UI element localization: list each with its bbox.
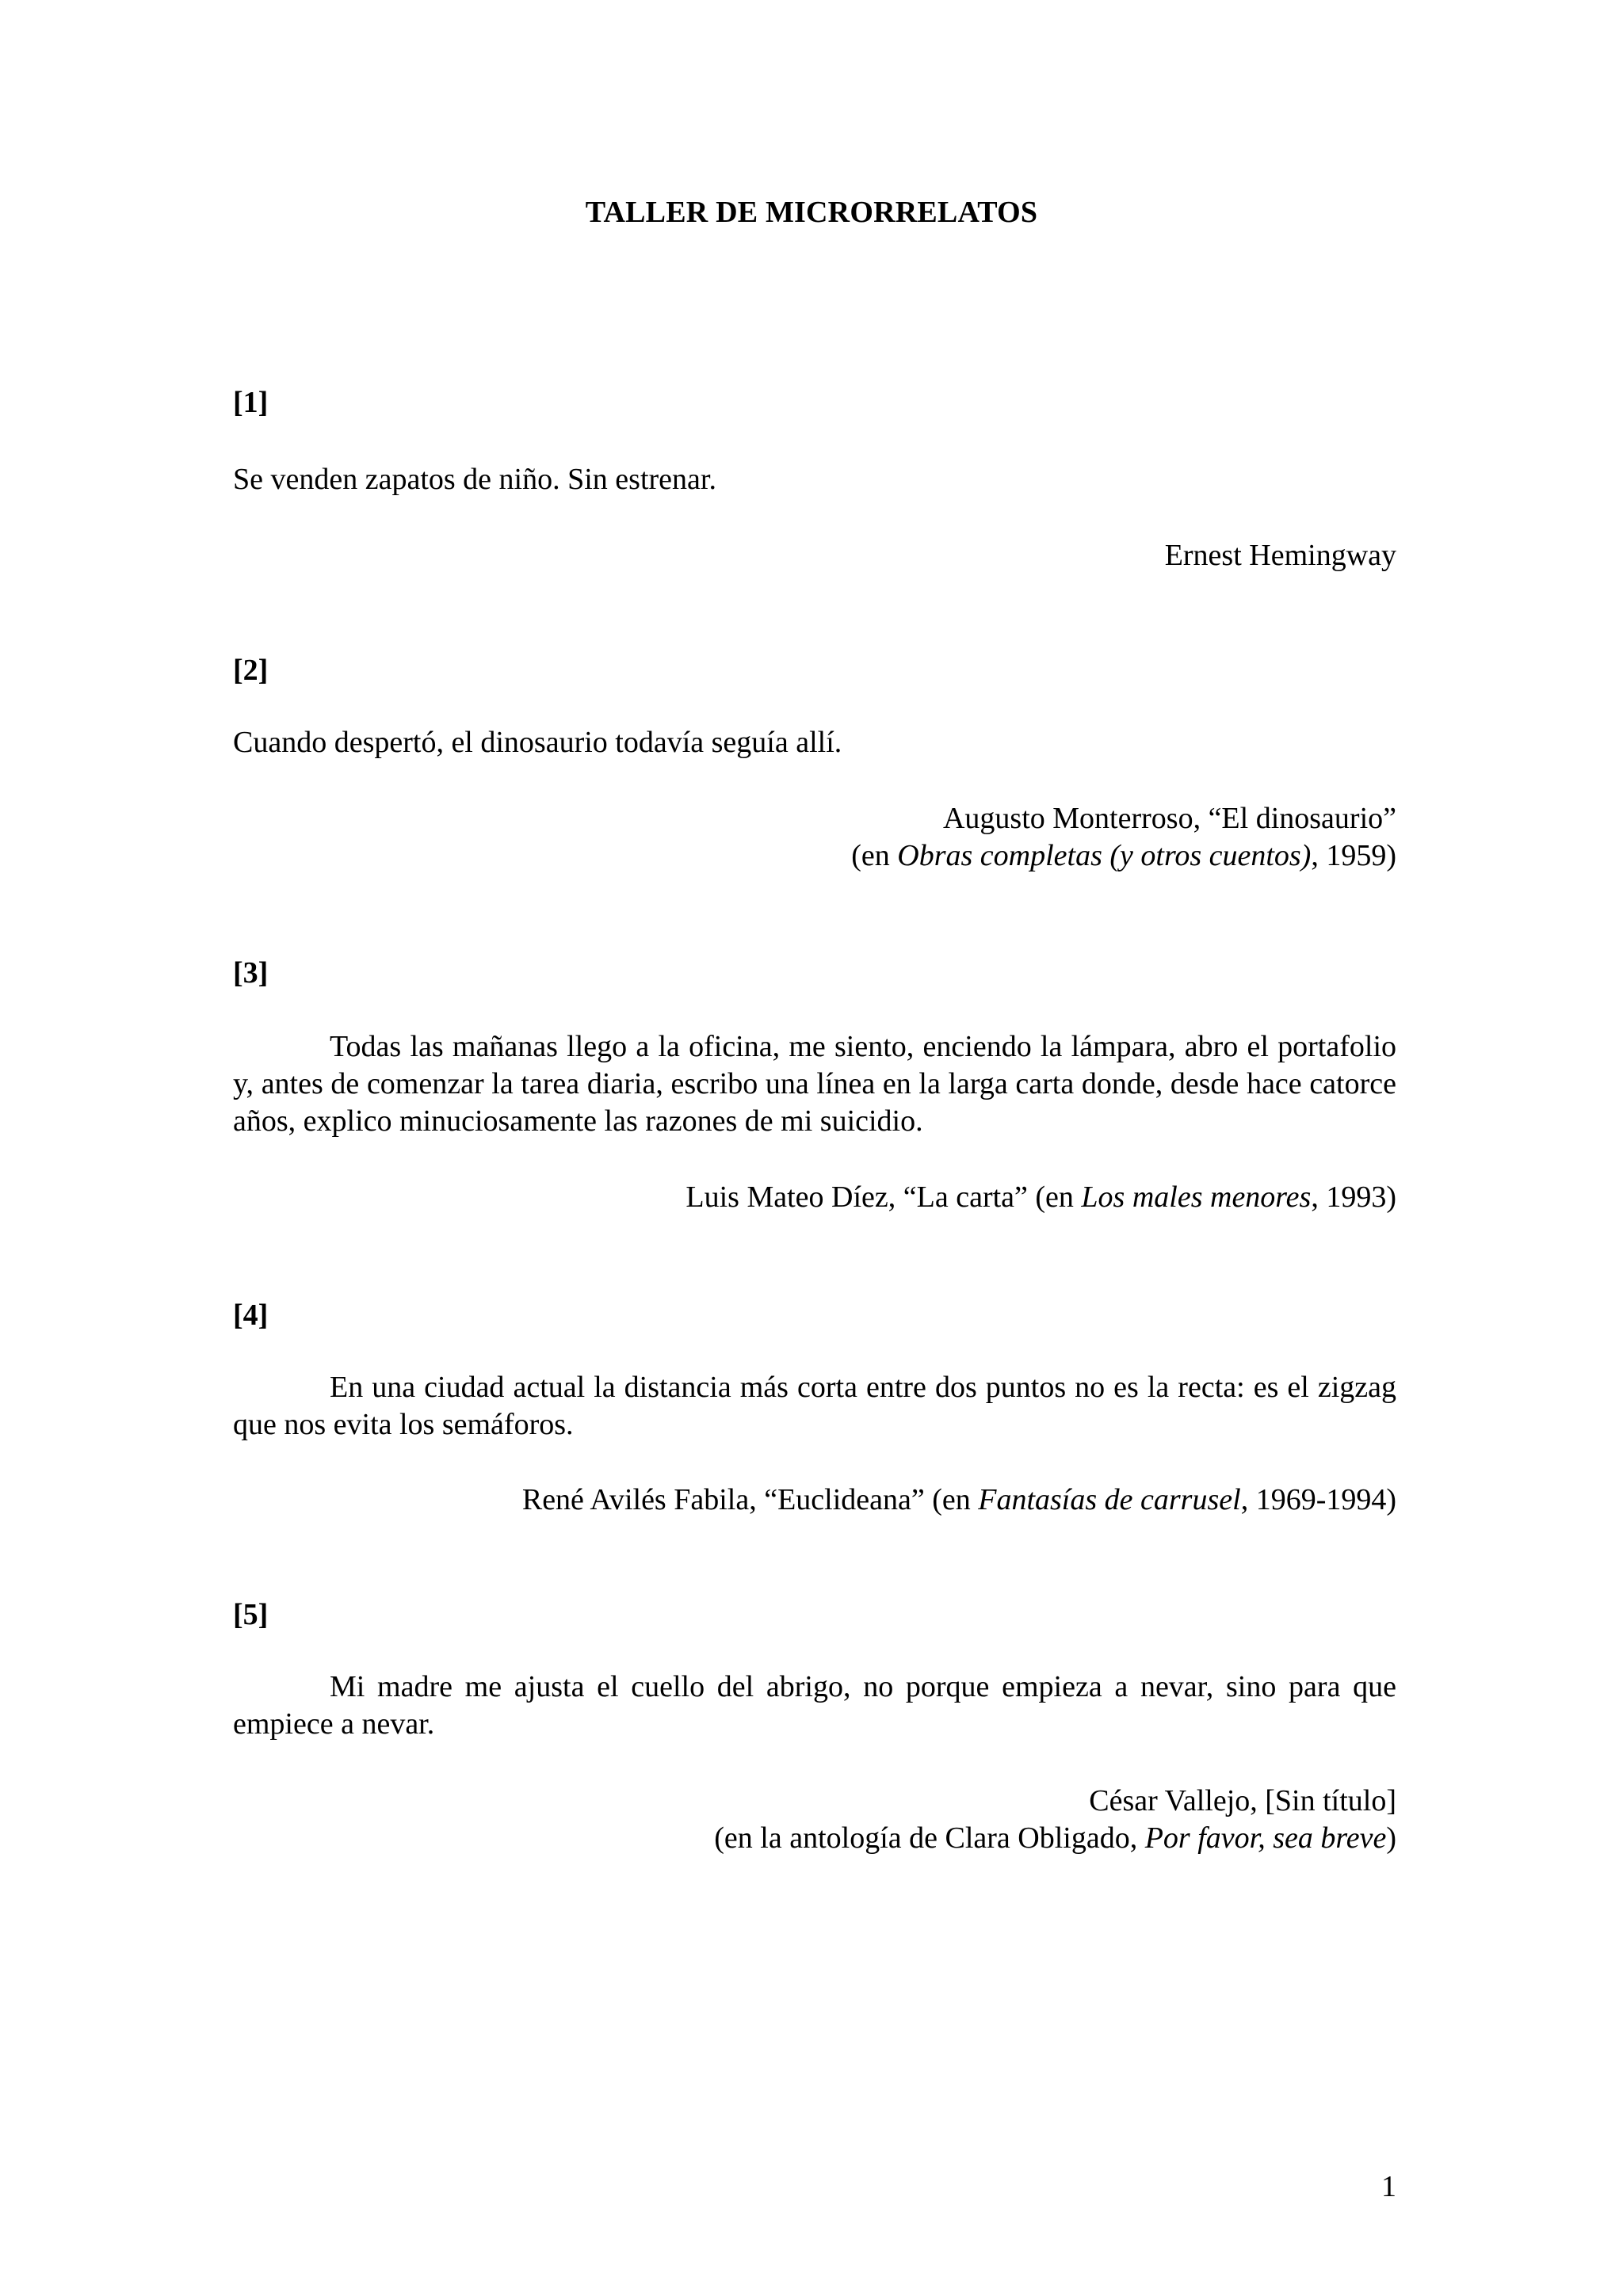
story-credit-5 [233, 1783, 1396, 1857]
story-number-3: [3] [233, 956, 269, 990]
credit-line [233, 800, 1396, 837]
document-title: TALLER DE MICRORRELATOS [585, 196, 1038, 229]
credit-line [233, 1179, 1396, 1216]
credit-book-title: Por favor, sea breve [1144, 1821, 1387, 1855]
credit-line [233, 1482, 1396, 1519]
credit-suffix: , 1993) [1311, 1180, 1396, 1214]
story-text-2: Cuando despertó, el dinosaurio todavía seguía allí. [233, 726, 842, 759]
story-number-1: [1] [233, 386, 269, 419]
page-number: 1 [1381, 2170, 1396, 2203]
credit-line [233, 1820, 1396, 1857]
credit-line [233, 1783, 1396, 1820]
credit-suffix: ) [1386, 1821, 1396, 1855]
story-credit-1 [233, 537, 1396, 574]
credit-author: Ernest Hemingway [1164, 539, 1396, 572]
credit-prefix: Luis Mateo Díez, “La carta” (en [685, 1180, 1082, 1214]
story-number-2: [2] [233, 654, 269, 687]
story-text-3: Todas las mañanas llego a la oficina, me siento, enciendo la lámpara, abro el portafolio y, antes de comenzar la tarea diaria, escribo una línea en la larga carta donde, desde hace catorce años, explico minuciosamente las razones de mi suicidio. [233, 1030, 1396, 1138]
story-text-5: Mi madre me ajusta el cuello del abrigo, no porque empieza a nevar, sino para que empiece a nevar. [233, 1670, 1396, 1741]
credit-author-work: César Vallejo, [Sin título] [1089, 1784, 1396, 1817]
credit-line [233, 837, 1396, 875]
credit-suffix: , 1969-1994) [1240, 1483, 1396, 1516]
story-text-1: Se venden zapatos de niño. Sin estrenar. [233, 463, 716, 496]
story-number-5: [5] [233, 1598, 269, 1631]
credit-prefix: (en la antología de Clara Obligado, [714, 1821, 1145, 1855]
story-credit-3 [233, 1179, 1396, 1216]
story-credit-2 [233, 800, 1396, 875]
credit-suffix: , 1959) [1311, 839, 1396, 872]
credit-book-title: Obras completas (y otros cuentos) [897, 839, 1312, 872]
credit-line [233, 537, 1396, 574]
story-credit-4 [233, 1482, 1396, 1519]
credit-book-title: Fantasías de carrusel [978, 1483, 1241, 1516]
credit-prefix: René Avilés Fabila, “Euclideana” (en [521, 1483, 979, 1516]
credit-book-title: Los males menores [1081, 1180, 1312, 1214]
story-number-4: [4] [233, 1299, 269, 1332]
credit-author-work: Augusto Monterroso, “El dinosaurio” [942, 802, 1396, 835]
story-text-4: En una ciudad actual la distancia más corta entre dos puntos no es la recta: es el zigzag que nos evita los semáforos. [233, 1371, 1396, 1441]
credit-prefix: (en [851, 839, 898, 872]
